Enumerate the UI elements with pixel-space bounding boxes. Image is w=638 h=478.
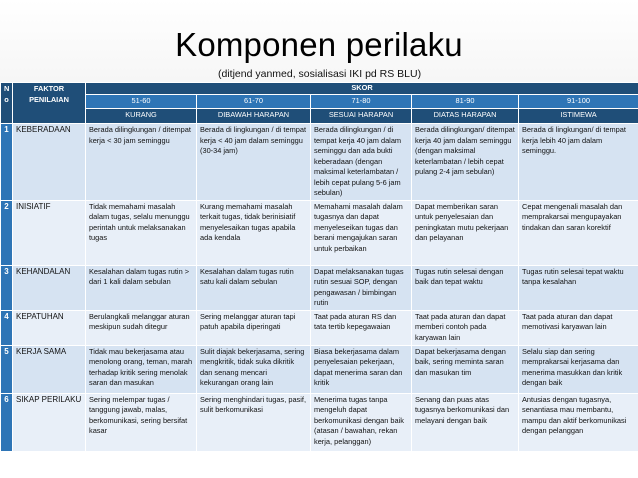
score-cell: Selalu siap dan sering memprakarsai kerjasama dan menerima masukkan dan kritik dengan baik <box>519 345 638 393</box>
score-cell: Memahami masalah dalam tugasnya dan dapat menyeleseikan tugas dan berani mengajukan saran untuk perbaikan <box>311 200 412 265</box>
score-cell: Kesalahan dalam tugas rutin satu kali dalam sebulan <box>197 265 311 310</box>
score-cell: Kurang memahami masalah terkait tugas, tidak berinisiatif menyelesaikan tugas apabila ada kendala <box>197 200 311 265</box>
row-number: 5 <box>1 345 13 393</box>
factor-label: KEBERADAAN <box>13 124 86 201</box>
table-row <box>1 393 638 451</box>
score-cell: Berulangkali melanggar aturan meskipun sudah ditegur <box>86 310 197 345</box>
table-row <box>1 310 638 345</box>
score-cell: Kesalahan dalam tugas rutin > dari 1 kali dalam sebulan <box>86 265 197 310</box>
score-cell: Berada di lingkungan / di tempat kerja < 40 jam dalam seminggu (30-34 jam) <box>197 124 311 201</box>
behavior-scoring-table <box>0 82 638 452</box>
score-cell: Sering melanggar aturan tapi patuh apabila diperingati <box>197 310 311 345</box>
row-number: 1 <box>1 124 13 201</box>
slide-title: Komponen perilaku <box>175 26 463 63</box>
factor-label: INISIATIF <box>13 200 86 265</box>
score-cell: Dapat melaksanakan tugas rutin sesuai SOP, dengan pengawasan / bimbingan rutin <box>311 265 412 310</box>
range-header: 71-80 <box>311 95 412 109</box>
slide-subtitle: (ditjend yanmed, sosialisasi IKI pd RS BLU) <box>218 68 422 80</box>
category-header: SESUAI HARAPAN <box>311 109 412 124</box>
score-cell: Berada dilingkungan/ ditempat kerja 40 jam dalam seminggu (dengan maksimal keterlambatan / lebih cepat pulang 2-4 jam sebulan) <box>412 124 519 201</box>
table-row <box>1 124 638 201</box>
table-row <box>1 200 638 265</box>
range-header: 91-100 <box>519 95 638 109</box>
factor-column-header: FAKTOR PENILAIAN <box>13 83 86 124</box>
score-cell: Berada dilingkungan / ditempat kerja < 30 jam seminggu <box>86 124 197 201</box>
score-cell: Taat pada aturan dan dapat memotivasi karyawan lain <box>519 310 638 345</box>
row-number: 3 <box>1 265 13 310</box>
factor-label: KEPATUHAN <box>13 310 86 345</box>
category-header: DIBAWAH HARAPAN <box>197 109 311 124</box>
score-cell: Tidak memahami masalah dalam tugas, selalu menunggu perintah untuk melaksanakan tugas <box>86 200 197 265</box>
score-cell: Tidak mau bekerjasama atau menolong orang, teman, marah terhadap kritik sering menolak saran dan masukan <box>86 345 197 393</box>
range-header: 81-90 <box>412 95 519 109</box>
score-cell: Menerima tugas tanpa mengeluh dapat berkomunikasi dengan baik (atasan / bawahan, rekan kerja, pelanggan) <box>311 393 412 451</box>
skor-header: SKOR <box>86 83 638 95</box>
row-number: 2 <box>1 200 13 265</box>
range-header: 61-70 <box>197 95 311 109</box>
score-cell: Tugas rutin selesai tepat waktu tanpa kesalahan <box>519 265 638 310</box>
score-cell: Biasa bekerjasama dalam penyelesaian pekerjaan, dapat menerima saran dan kritik <box>311 345 412 393</box>
score-cell: Sering melempar tugas / tanggung jawab, malas, berkomunikasi, sering bersifat kasar <box>86 393 197 451</box>
category-header: ISTIMEWA <box>519 109 638 124</box>
score-cell: Berada di lingkungan/ di tempat kerja lebih 40 jam dalam seminggu. <box>519 124 638 201</box>
score-cell: Senang dan puas atas tugasnya berkomunikasi dan melayani dengan baik <box>412 393 519 451</box>
score-cell: Dapat bekerjasama dengan baik, sering meminta saran dan masukan tim <box>412 345 519 393</box>
row-number: 6 <box>1 393 13 451</box>
category-header: KURANG <box>86 109 197 124</box>
factor-label: SIKAP PERILAKU <box>13 393 86 451</box>
score-cell: Tugas rutin selesai dengan baik dan tepat waktu <box>412 265 519 310</box>
score-cell: Taat pada aturan dan dapat memberi contoh pada karyawan lain <box>412 310 519 345</box>
factor-label: KERJA SAMA <box>13 345 86 393</box>
score-cell: Berada dilingkungan / di tempat kerja 40 jam dalam seminggu dan ada bukti keberadaan (dengan maksimal keterlambatan / lebih cepat pulang 5-6 jam sebulan) <box>311 124 412 201</box>
score-cell: Sulit diajak bekerjasama, sering mengkritik, tidak suka dikritik dan senang mencari kekurangan orang lain <box>197 345 311 393</box>
category-header: DIATAS HARAPAN <box>412 109 519 124</box>
range-header: 51-60 <box>86 95 197 109</box>
score-cell: Sering menghindari tugas, pasif, sulit berkomunikasi <box>197 393 311 451</box>
factor-label: KEHANDALAN <box>13 265 86 310</box>
score-cell: Taat pada aturan RS dan tata tertib kepegawaian <box>311 310 412 345</box>
score-cell: Cepat mengenali masalah dan memprakarsai mengupayakan tindakan dan saran korektif <box>519 200 638 265</box>
score-cell: Dapat memberikan saran untuk penyelesaian dan peningkatan mutu pekerjaan dan pelayanan <box>412 200 519 265</box>
table-row <box>1 265 638 310</box>
no-column-header: N o <box>1 83 13 124</box>
table-row <box>1 345 638 393</box>
row-number: 4 <box>1 310 13 345</box>
score-cell: Antusias dengan tugasnya, senantiasa mau membantu, mampu dan aktif berkomunikasi dengan pelanggan <box>519 393 638 451</box>
